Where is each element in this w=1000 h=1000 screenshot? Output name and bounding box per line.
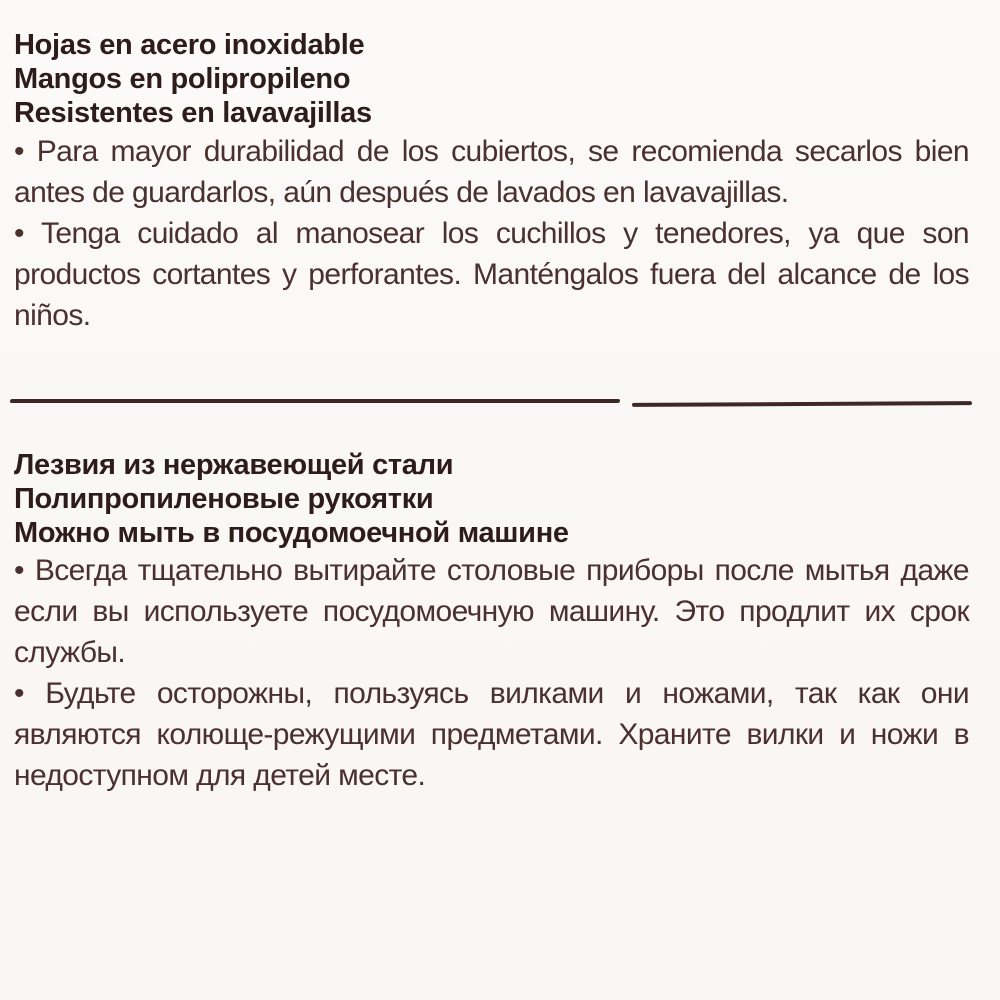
spanish-paragraph-caution: • Tenga cuidado al manosear los cuchillos y tenedores, ya que son productos cortantes y perforantes. Manténgalos fuera del alcance de los niños.	[14, 217, 969, 332]
section-divider	[10, 397, 972, 409]
russian-heading-handles: Полипропиленовые рукоятки	[14, 483, 434, 515]
spanish-heading-dishwasher: Resistentes en lavavajillas	[14, 97, 372, 129]
russian-section	[14, 448, 969, 796]
russian-heading-blades: Лезвия из нержавеющей стали	[14, 449, 454, 481]
russian-paragraph-caution: • Будьте осторожны, пользуясь вилками и ножами, так как они являются колюще-режущими предметами. Храните вилки и ножи в недоступном для детей месте.	[14, 677, 969, 792]
divider-line-right	[632, 401, 972, 407]
spanish-paragraph-drying: • Para mayor durabilidad de los cubiertos, se recomienda secarlos bien antes de guardarlos, aún después de lavados en lavavajillas.	[14, 135, 969, 209]
russian-heading-dishwasher: Можно мыть в посудомоечной машине	[14, 517, 569, 549]
russian-paragraph-drying: • Всегда тщательно вытирайте столовые приборы после мытья даже если вы используете посудомоечную машину. Это продлит их срок службы.	[14, 554, 969, 669]
divider-line-left	[10, 399, 621, 403]
spanish-section	[14, 28, 969, 336]
spanish-heading-blades: Hojas en acero inoxidable	[14, 29, 365, 61]
spanish-heading-handles: Mangos en polipropileno	[14, 63, 351, 95]
